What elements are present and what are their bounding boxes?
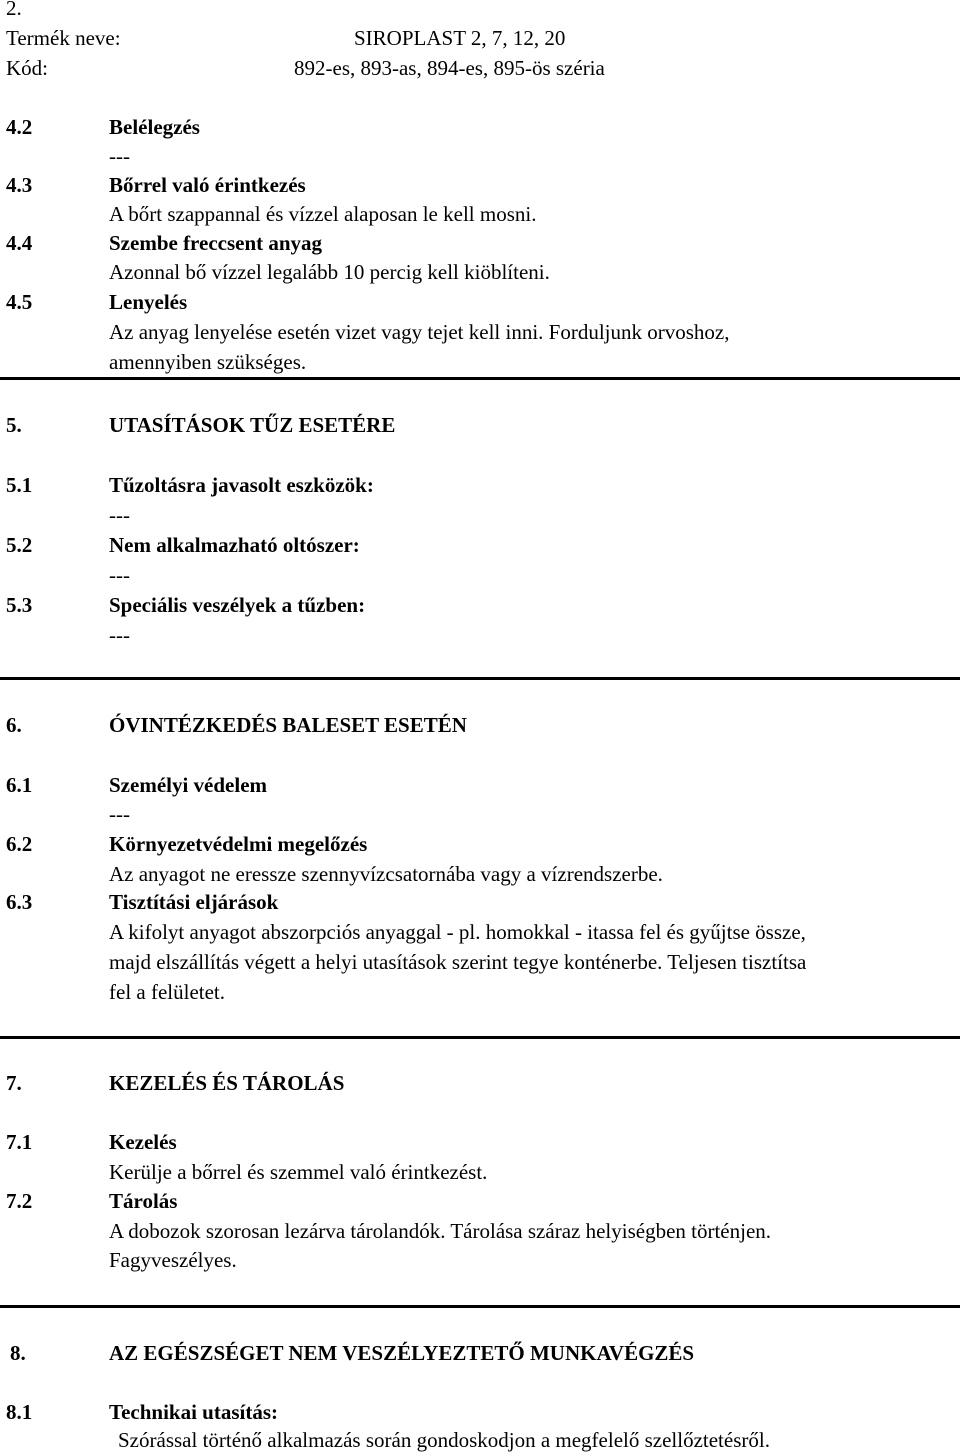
- section-number: 8.: [10, 1341, 26, 1365]
- subsection-heading: Bőrrel való érintkezés: [109, 173, 306, 197]
- section-number: 4.4: [6, 231, 33, 255]
- section-number: 6.2: [6, 832, 33, 856]
- section-number: 4.3: [6, 173, 33, 197]
- subsection-text: A bőrt szappannal és vízzel alaposan le kell mosni.: [109, 202, 537, 226]
- subsection-text: ---: [109, 802, 130, 826]
- subsection-heading: Lenyelés: [109, 290, 188, 314]
- section-number: 5.2: [6, 533, 33, 557]
- page-number: 2.: [6, 0, 22, 20]
- section-number: 5.: [6, 413, 22, 437]
- subsection-heading: Szembe freccsent anyag: [109, 231, 323, 255]
- subsection-heading: Személyi védelem: [109, 773, 268, 797]
- subsection-text: ---: [109, 563, 130, 587]
- subsection-text: majd elszállítás végett a helyi utasítások szerint tegye konténerbe. Teljesen tisztítsa: [109, 950, 807, 974]
- subsection-text: Az anyag lenyelése esetén vizet vagy tejet kell inni. Forduljunk orvoshoz,: [109, 320, 730, 344]
- subsection-heading: Kezelés: [109, 1130, 177, 1154]
- subsection-heading: Belélegzés: [109, 115, 200, 139]
- section-number: 4.5: [6, 290, 33, 314]
- subsection-text: Fagyveszélyes.: [109, 1248, 237, 1272]
- section-number: 7.2: [6, 1189, 33, 1213]
- subsection-text: A kifolyt anyagot abszorpciós anyaggal - pl. homokkal - itassa fel és gyűjtse össze,: [109, 920, 806, 944]
- subsection-heading: Tisztítási eljárások: [109, 890, 279, 914]
- section-title: KEZELÉS ÉS TÁROLÁS: [109, 1071, 345, 1095]
- subsection-heading: Nem alkalmazható oltószer:: [109, 533, 360, 557]
- subsection-heading: Tárolás: [109, 1189, 178, 1213]
- section-divider: [0, 1036, 960, 1039]
- section-number: 6.1: [6, 773, 33, 797]
- code-value: 892-es, 893-as, 894-es, 895-ös széria: [294, 56, 605, 80]
- product-name-label: Termék neve:: [6, 26, 121, 50]
- section-divider: [0, 677, 960, 680]
- subsection-heading: Technikai utasítás:: [109, 1400, 279, 1424]
- section-title: UTASÍTÁSOK TŰZ ESETÉRE: [109, 413, 396, 437]
- subsection-text: ---: [109, 503, 130, 527]
- subsection-heading: Tűzoltásra javasolt eszközök:: [109, 473, 374, 497]
- subsection-text: A dobozok szorosan lezárva tárolandók. Tárolása száraz helyiségben történjen.: [109, 1219, 772, 1243]
- section-divider: [0, 377, 960, 380]
- subsection-text: ---: [109, 144, 130, 168]
- section-title: ÓVINTÉZKEDÉS BALESET ESETÉN: [109, 713, 467, 737]
- code-label: Kód:: [6, 56, 48, 80]
- subsection-heading: Környezetvédelmi megelőzés: [109, 832, 368, 856]
- subsection-text: Szórással történő alkalmazás során gondoskodjon a megfelelő szellőztetésről.: [118, 1428, 770, 1452]
- subsection-text: amennyiben szükséges.: [109, 350, 307, 374]
- section-number: 5.3: [6, 593, 33, 617]
- section-number: 6.: [6, 713, 22, 737]
- section-divider: [0, 1305, 960, 1308]
- section-title: AZ EGÉSZSÉGET NEM VESZÉLYEZTETŐ MUNKAVÉGZÉS: [109, 1341, 695, 1365]
- section-number: 6.3: [6, 890, 33, 914]
- section-number: 8.1: [6, 1400, 33, 1424]
- subsection-text: Az anyagot ne eressze szennyvízcsatornába vagy a vízrendszerbe.: [109, 862, 663, 886]
- section-number: 5.1: [6, 473, 33, 497]
- subsection-text: Azonnal bő vízzel legalább 10 percig kell kiöblíteni.: [109, 260, 550, 284]
- subsection-heading: Speciális veszélyek a tűzben:: [109, 593, 366, 617]
- subsection-text: Kerülje a bőrrel és szemmel való érintkezést.: [109, 1160, 488, 1184]
- section-number: 4.2: [6, 115, 33, 139]
- product-name-value: SIROPLAST 2, 7, 12, 20: [354, 26, 566, 50]
- section-number: 7.: [6, 1071, 22, 1095]
- section-number: 7.1: [6, 1130, 33, 1154]
- subsection-text: fel a felületet.: [109, 980, 226, 1004]
- subsection-text: ---: [109, 623, 130, 647]
